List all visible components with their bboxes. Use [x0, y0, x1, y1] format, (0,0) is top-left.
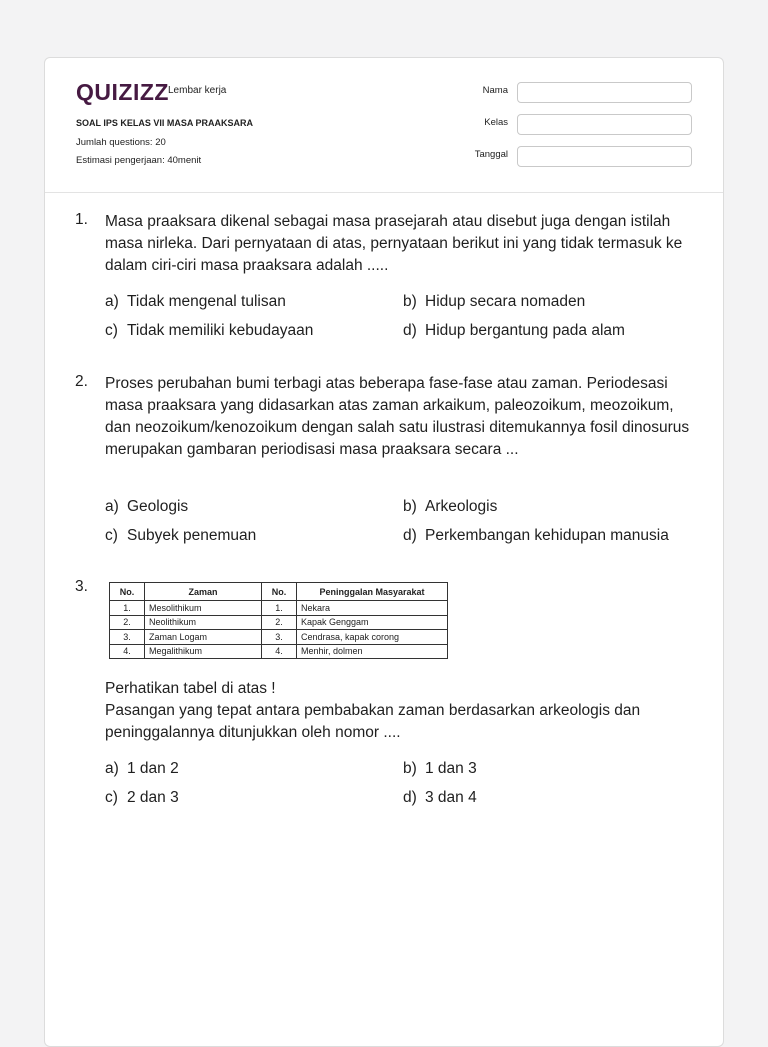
- option-c[interactable]: [105, 525, 256, 547]
- option-a[interactable]: [105, 758, 179, 780]
- option-text: Hidup bergantung pada alam: [425, 322, 625, 339]
- question-text: Proses perubahan bumi terbagi atas beberapa fase-fase atau zaman. Periodesasi masa praaksara yang didasarkan atas zaman arkaikum, paleozoikum, meozoikum, dan neozoikum/kenozoikum dengan salah satu ilustrasi ditemukannya fosil dinosurus merupakan gambaran periodisasi masa praaksara secara ...: [105, 375, 690, 458]
- estimated-time: Estimasi pengerjaan: 40menit: [76, 155, 202, 166]
- option-b[interactable]: [403, 291, 585, 313]
- option-letter: d): [403, 322, 417, 339]
- question-text: Masa praaksara dikenal sebagai masa prasejarah atau disebut juga dengan istilah masa nirleka. Dari pernyataan di atas, pernyataan berikut ini yang tidak termasuk ke dalam ciri-ciri masa praaksara adalah .....: [105, 213, 683, 274]
- option-letter: d): [403, 789, 417, 806]
- option-text: 3 dan 4: [425, 789, 477, 806]
- table-cell: 1.: [110, 601, 145, 616]
- option-d[interactable]: [403, 525, 669, 547]
- worksheet-header: [45, 58, 723, 193]
- question-text: Pasangan yang tepat antara pembabakan zaman berdasarkan arkeologis dan peninggalannya ditunjukkan oleh nomor ....: [105, 702, 641, 741]
- table-cell: 4.: [262, 644, 297, 659]
- option-text: 1 dan 2: [127, 760, 179, 777]
- worksheet-page: [44, 57, 724, 1047]
- table-header-row: [110, 583, 448, 601]
- table-cell: Megalithikum: [145, 644, 262, 659]
- option-letter: a): [105, 498, 119, 515]
- class-label: Kelas: [484, 117, 508, 128]
- option-text: Tidak memiliki kebudayaan: [127, 322, 314, 339]
- question-count: Jumlah questions: 20: [76, 137, 166, 148]
- table-cell: Nekara: [297, 601, 448, 616]
- option-c[interactable]: [105, 320, 313, 342]
- table-header-cell: Peninggalan Masyarakat: [297, 583, 448, 601]
- option-letter: a): [105, 760, 119, 777]
- option-letter: c): [105, 322, 118, 339]
- option-text: Perkembangan kehidupan manusia: [425, 527, 669, 544]
- table-cell: 2.: [262, 615, 297, 630]
- option-letter: d): [403, 527, 417, 544]
- option-c[interactable]: [105, 787, 179, 809]
- table-row: [110, 615, 448, 630]
- table-cell: Cendrasa, kapak corong: [297, 630, 448, 645]
- table-cell: Mesolithikum: [145, 601, 262, 616]
- table-cell: Zaman Logam: [145, 630, 262, 645]
- name-field[interactable]: [517, 82, 692, 103]
- table-cell: 4.: [110, 644, 145, 659]
- question-number: 2.: [75, 373, 88, 390]
- option-letter: b): [403, 293, 417, 310]
- option-text: 2 dan 3: [127, 789, 179, 806]
- option-d[interactable]: [403, 787, 477, 809]
- question-number: 1.: [75, 211, 88, 228]
- question-instruction: Perhatikan tabel di atas !: [105, 680, 276, 697]
- option-b[interactable]: [403, 758, 477, 780]
- table-cell: 1.: [262, 601, 297, 616]
- option-text: 1 dan 3: [425, 760, 477, 777]
- table-header-cell: No.: [110, 583, 145, 601]
- option-letter: c): [105, 789, 118, 806]
- table-cell: 2.: [110, 615, 145, 630]
- table-header-cell: Zaman: [145, 583, 262, 601]
- worksheet-title: SOAL IPS KELAS VII MASA PRAAKSARA: [76, 118, 254, 128]
- option-letter: c): [105, 527, 118, 544]
- table-row: [110, 644, 448, 659]
- option-letter: a): [105, 293, 119, 310]
- option-b[interactable]: [403, 496, 497, 518]
- question-table: [109, 582, 448, 659]
- date-field[interactable]: [517, 146, 692, 167]
- table-cell: 3.: [262, 630, 297, 645]
- worksheet-label: Lembar kerja: [168, 85, 227, 96]
- table-row: [110, 630, 448, 645]
- table-cell: Kapak Genggam: [297, 615, 448, 630]
- option-text: Geologis: [127, 498, 189, 515]
- table-cell: Neolithikum: [145, 615, 262, 630]
- option-text: Hidup secara nomaden: [425, 293, 586, 310]
- date-label: Tanggal: [474, 149, 508, 160]
- option-letter: b): [403, 498, 417, 515]
- option-letter: b): [403, 760, 417, 777]
- option-a[interactable]: [105, 496, 188, 518]
- class-field[interactable]: [517, 114, 692, 135]
- table-header-cell: No.: [262, 583, 297, 601]
- table-cell: Menhir, dolmen: [297, 644, 448, 659]
- option-text: Tidak mengenal tulisan: [127, 293, 286, 310]
- option-a[interactable]: [105, 291, 286, 313]
- option-text: Subyek penemuan: [127, 527, 257, 544]
- question-number: 3.: [75, 578, 88, 595]
- name-label: Nama: [482, 85, 508, 96]
- table-cell: 3.: [110, 630, 145, 645]
- quizizz-logo: QUIZIZZ: [76, 79, 169, 105]
- table-row: [110, 601, 448, 616]
- option-text: Arkeologis: [425, 498, 498, 515]
- option-d[interactable]: [403, 320, 625, 342]
